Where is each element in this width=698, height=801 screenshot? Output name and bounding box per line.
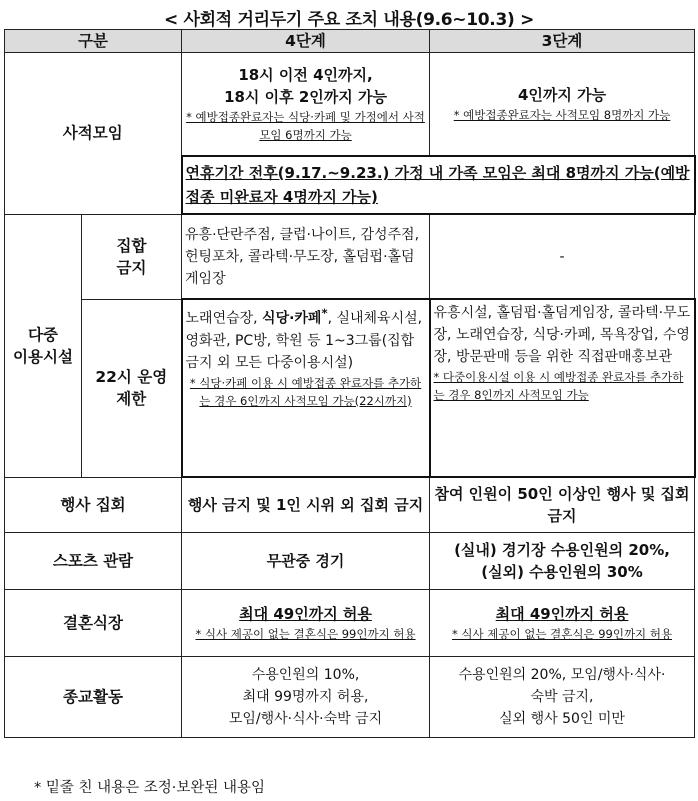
events-row	[5, 477, 695, 532]
wedding-stage3	[430, 589, 695, 656]
religion-stage3-line1: 수용인원의 20%, 모임/행사·식사·	[458, 666, 666, 683]
limit-stage4-note: * 식당·카페 이용 시 예방접종 완료자를 추가하는 경우 6인까지 사적모임 가능(22시까지)	[189, 375, 422, 408]
private-stage4-line1: 18시 이전 4인까지,	[238, 66, 373, 84]
limit-stage3-text: 유흥시설, 홀덤펍·홀덤게임장, 콜라텍·무도장, 노래연습장, 식당·카페, 목욕장업, 수영장, 방문판매 등을 위한 직접판매홍보관	[433, 305, 691, 365]
wedding-stage4	[182, 589, 430, 656]
limit-label: 22시 운영 제한	[82, 299, 182, 477]
events-stage3: 참여 인원이 50인 이상인 행사 및 집회 금지	[430, 477, 695, 532]
private-stage4-line2: 18시 이후 2인까지 가능	[224, 88, 387, 106]
header-stage3: 3단계	[430, 30, 695, 53]
wedding-stage4-note: * 식사 제공이 없는 결혼식은 99인까지 허용	[195, 626, 416, 641]
religion-stage4-line2: 최대 99명까지 허용,	[242, 688, 369, 705]
religion-stage4-line1: 수용인원의 10%,	[251, 666, 360, 683]
sports-label: 스포츠 관람	[5, 532, 182, 589]
header-category: 구분	[5, 30, 182, 53]
limit-stage4-prefix: 노래연습장,	[185, 310, 263, 327]
limit-stage4	[182, 299, 430, 477]
private-gathering-stage3	[430, 53, 695, 157]
wedding-stage3-note: * 식사 제공이 없는 결혼식은 99인까지 허용	[451, 626, 673, 641]
private-stage3-note: * 예방접종완료자는 사적모임 8명까지 가능	[453, 108, 671, 122]
table-header-row	[5, 30, 695, 53]
wedding-stage3-main: 최대 49인까지 허용	[495, 604, 629, 623]
footer-note: * 밑줄 친 내용은 조정·보완된 내용임	[34, 780, 266, 796]
religion-stage3	[430, 656, 695, 737]
ban-stage3: -	[430, 214, 695, 299]
sports-stage3-line2: (실외) 수용인원의 30%	[481, 562, 643, 581]
wedding-stage4-main: 최대 49인까지 허용	[239, 604, 372, 623]
limit-row	[5, 299, 695, 477]
ban-row	[5, 214, 695, 299]
sports-row	[5, 532, 695, 589]
wedding-row	[5, 589, 695, 656]
measures-table	[4, 29, 696, 738]
religion-label: 종교활동	[5, 656, 182, 737]
religion-stage3-line2: 숙박 금지,	[530, 688, 594, 705]
private-stage3-main: 4인까지 가능	[517, 86, 607, 104]
multi-use-label: 다중 이용시설	[5, 214, 82, 477]
page-title: < 사회적 거리두기 주요 조치 내용(9.6~10.3) >	[163, 10, 535, 30]
limit-stage4-bold: 식당·카페	[262, 310, 322, 327]
events-label: 행사 집회	[5, 477, 182, 532]
private-gathering-row	[5, 53, 695, 157]
religion-row	[5, 656, 695, 737]
religion-stage3-line3: 실외 행사 50인 미만	[499, 710, 625, 727]
limit-stage3	[430, 299, 695, 477]
sports-stage4: 무관중 경기	[182, 532, 430, 589]
sports-stage3	[430, 532, 695, 589]
wedding-label: 결혼식장	[5, 589, 182, 656]
private-stage4-note: * 예방접종완료자는 식당·카페 및 가정에서 사적모임 6명까지 가능	[186, 110, 425, 142]
private-gathering-label: 사적모임	[5, 53, 182, 215]
events-stage4: 행사 금지 및 1인 시위 외 집회 금지	[182, 477, 430, 532]
ban-stage4: 유흥·단란주점, 클럽·나이트, 감성주점, 헌팅포차, 콜라텍·무도장, 홀덤펍·홀덤게임장	[182, 214, 430, 299]
limit-stage3-note: * 다중이용시설 이용 시 예방접종 완료자를 추가하는 경우 8인까지 사적모임 가능	[433, 370, 684, 402]
header-stage4: 4단계	[182, 30, 430, 53]
limit-stage4-rest: , 실내체육시설, 영화관, PC방, 학원 등 1~3그룹(집합금지 외 모든 다중이용시설)	[185, 310, 423, 371]
private-gathering-stage4	[182, 53, 430, 157]
limit-stage4-star: *	[321, 306, 328, 320]
ban-label: 집합 금지	[82, 214, 182, 299]
holiday-notice: 연휴기간 전후(9.17.~9.23.) 가정 내 가족 모임은 최대 8명까지 가능(예방접종 미완료자 4명까지 가능)	[182, 156, 695, 214]
sports-stage3-line1: (실내) 경기장 수용인원의 20%,	[454, 540, 670, 559]
religion-stage4-line3: 모임/행사·식사·숙박 금지	[228, 710, 383, 727]
religion-stage4	[182, 656, 430, 737]
